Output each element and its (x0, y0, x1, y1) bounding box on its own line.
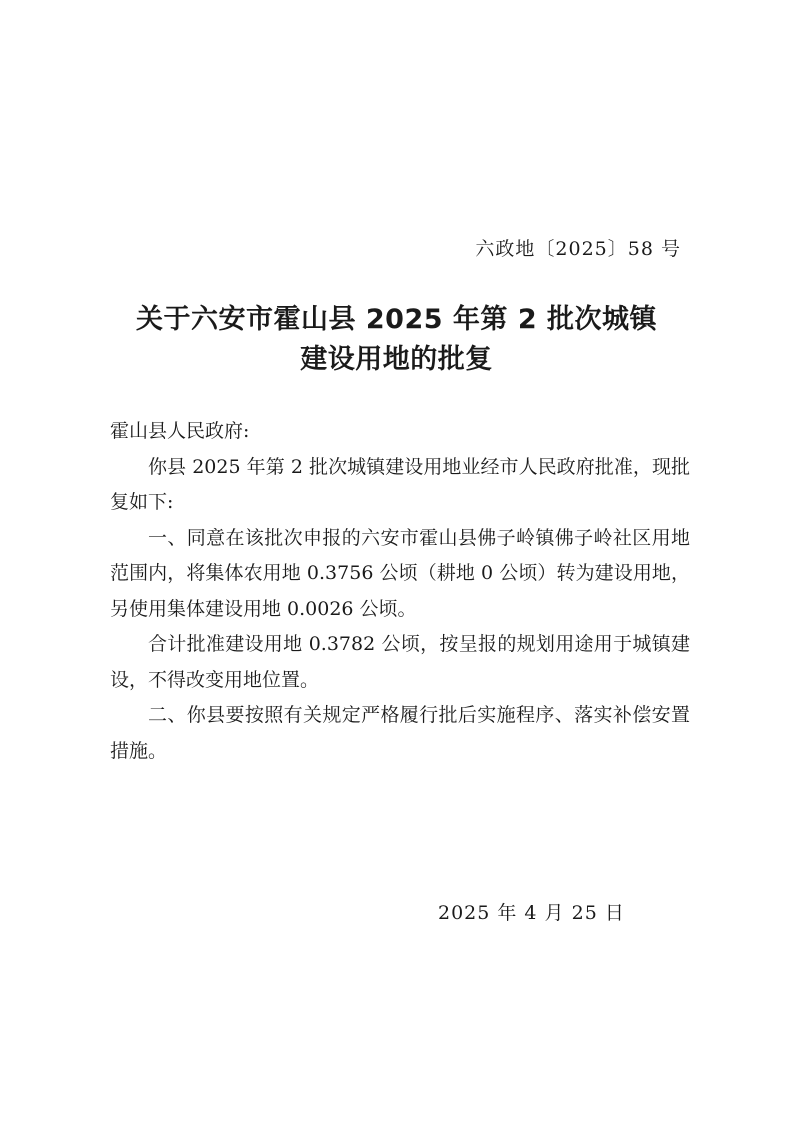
paragraph-total: 合计批准建设用地 0.3782 公顷，按呈报的规划用途用于城镇建设，不得改变用地位置。 (110, 633, 690, 691)
document-number: 六政地〔2025〕58 号 (475, 238, 681, 260)
title-line-1: 关于六安市霍山县 2025 年第 2 批次城镇 (135, 304, 658, 335)
title-line-2: 建设用地的批复 (300, 344, 493, 375)
addressee: 霍山县人民政府: (110, 420, 250, 442)
document-title (0, 300, 793, 380)
paragraph-item-one: 一、同意在该批次申报的六安市霍山县佛子岭镇佛子岭社区用地范围内，将集体农用地 0.3756 公顷（耕地 0 公顷）转为建设用地，另使用集体建设用地 0.0026 公顷。 (110, 526, 690, 620)
document-date: 2025 年 4 月 25 日 (438, 902, 625, 924)
paragraph-approval: 你县 2025 年第 2 批次城镇建设用地业经市人民政府批准，现批复如下: (110, 455, 690, 513)
document-body (110, 414, 690, 769)
paragraph-item-two: 二、你县要按照有关规定严格履行批后实施程序、落实补偿安置措施。 (110, 704, 690, 762)
